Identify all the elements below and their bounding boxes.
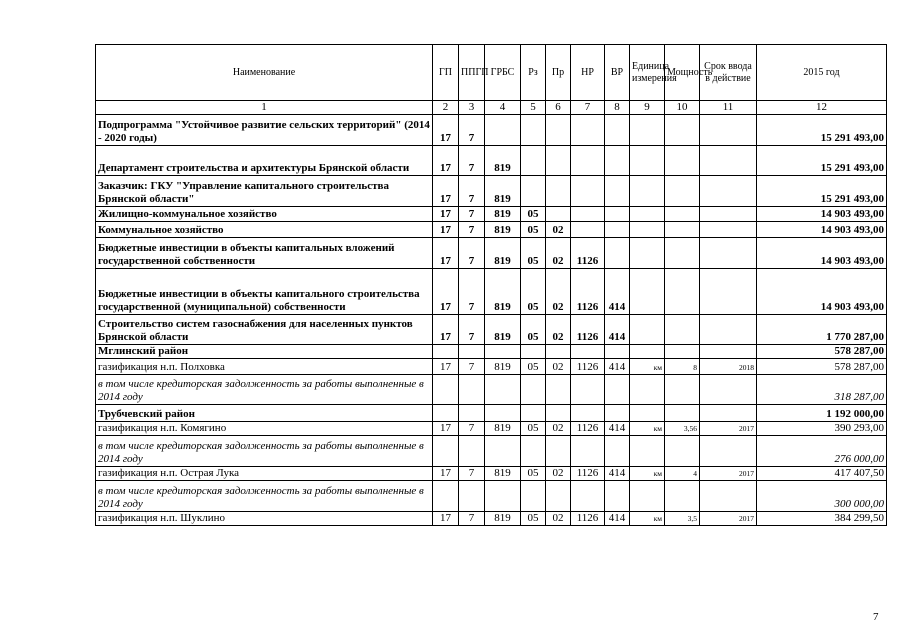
budget-table [95, 44, 887, 526]
row-vr: 414 [605, 269, 630, 315]
col-header-unit: Единица измерения [630, 45, 665, 101]
row-amount-2015: 417 407,50 [757, 467, 887, 481]
col-number: 5 [521, 101, 546, 115]
row-commission-year [700, 375, 757, 405]
row-nr: 1126 [571, 315, 605, 345]
row-amount-2015: 318 287,00 [757, 375, 887, 405]
row-gp: 17 [433, 176, 459, 207]
row-grbs: 819 [485, 315, 521, 345]
table-row [96, 345, 887, 359]
row-power [665, 238, 700, 269]
table-row [96, 115, 887, 146]
col-header-grbs: ГРБС [485, 45, 521, 101]
row-rz [521, 375, 546, 405]
row-rz: 05 [521, 467, 546, 481]
row-rz: 05 [521, 238, 546, 269]
row-pr: 02 [546, 315, 571, 345]
row-ppgp: 7 [459, 315, 485, 345]
col-header-rz: Рз [521, 45, 546, 101]
row-grbs [485, 345, 521, 359]
row-vr [605, 345, 630, 359]
row-grbs: 819 [485, 222, 521, 238]
row-amount-2015: 390 293,00 [757, 422, 887, 436]
row-nr: 1126 [571, 269, 605, 315]
col-number: 1 [96, 101, 433, 115]
table-row [96, 222, 887, 238]
row-unit [630, 146, 665, 176]
row-vr [605, 115, 630, 146]
row-grbs: 819 [485, 269, 521, 315]
row-amount-2015: 578 287,00 [757, 345, 887, 359]
row-grbs: 819 [485, 359, 521, 375]
row-grbs: 819 [485, 467, 521, 481]
row-ppgp [459, 345, 485, 359]
row-vr [605, 436, 630, 467]
row-pr [546, 375, 571, 405]
row-gp: 17 [433, 146, 459, 176]
row-pr: 02 [546, 222, 571, 238]
row-grbs: 819 [485, 512, 521, 526]
row-pr [546, 176, 571, 207]
row-commission-year [700, 345, 757, 359]
col-number: 8 [605, 101, 630, 115]
col-header-name: Наименование [96, 45, 433, 101]
row-nr [571, 222, 605, 238]
row-vr [605, 207, 630, 222]
row-power [665, 207, 700, 222]
row-unit [630, 269, 665, 315]
row-vr [605, 222, 630, 238]
row-commission-year: 2017 [700, 422, 757, 436]
row-commission-year [700, 238, 757, 269]
row-vr: 414 [605, 315, 630, 345]
row-pr: 02 [546, 467, 571, 481]
col-number: 3 [459, 101, 485, 115]
row-pr: 02 [546, 269, 571, 315]
row-nr [571, 375, 605, 405]
table-row [96, 146, 887, 176]
row-gp: 17 [433, 238, 459, 269]
row-unit: км [630, 467, 665, 481]
row-grbs: 819 [485, 176, 521, 207]
row-unit [630, 405, 665, 422]
row-grbs [485, 115, 521, 146]
row-power [665, 269, 700, 315]
row-pr [546, 481, 571, 512]
row-unit: км [630, 359, 665, 375]
col-number: 12 [757, 101, 887, 115]
row-name: газификация н.п. Комягино [96, 422, 433, 436]
row-nr [571, 146, 605, 176]
row-gp: 17 [433, 467, 459, 481]
row-ppgp: 7 [459, 115, 485, 146]
row-grbs: 819 [485, 238, 521, 269]
row-unit [630, 238, 665, 269]
row-rz: 05 [521, 269, 546, 315]
row-amount-2015: 14 903 493,00 [757, 207, 887, 222]
row-commission-year [700, 481, 757, 512]
row-pr: 02 [546, 422, 571, 436]
row-power [665, 115, 700, 146]
row-amount-2015: 14 903 493,00 [757, 269, 887, 315]
row-vr [605, 375, 630, 405]
row-vr [605, 146, 630, 176]
row-unit [630, 176, 665, 207]
row-nr [571, 481, 605, 512]
row-ppgp: 7 [459, 269, 485, 315]
row-rz: 05 [521, 359, 546, 375]
row-power [665, 436, 700, 467]
row-vr [605, 405, 630, 422]
row-gp [433, 481, 459, 512]
row-unit: км [630, 422, 665, 436]
row-rz [521, 405, 546, 422]
row-pr [546, 115, 571, 146]
row-gp [433, 405, 459, 422]
row-amount-2015: 578 287,00 [757, 359, 887, 375]
row-name: в том числе кредиторская задолженность за работы выполненные в 2014 году [96, 481, 433, 512]
row-amount-2015: 14 903 493,00 [757, 222, 887, 238]
row-grbs [485, 481, 521, 512]
row-name: Бюджетные инвестиции в объекты капитального строительства государственной (муниципальной) собственности [96, 269, 433, 315]
row-gp [433, 375, 459, 405]
row-pr: 02 [546, 512, 571, 526]
row-nr [571, 207, 605, 222]
row-gp: 17 [433, 422, 459, 436]
col-header-vr: ВР [605, 45, 630, 101]
col-header-gp: ГП [433, 45, 459, 101]
row-grbs [485, 436, 521, 467]
row-power: 3,5 [665, 512, 700, 526]
row-rz [521, 115, 546, 146]
row-rz [521, 146, 546, 176]
row-gp [433, 345, 459, 359]
row-nr [571, 405, 605, 422]
row-vr [605, 238, 630, 269]
row-power [665, 345, 700, 359]
row-rz [521, 436, 546, 467]
row-name: Жилищно-коммунальное хозяйство [96, 207, 433, 222]
row-rz [521, 345, 546, 359]
page-number: 7 [873, 611, 879, 623]
row-name: Подпрограмма "Устойчивое развитие сельских территорий" (2014 - 2020 годы) [96, 115, 433, 146]
col-header-power: Мощность [665, 45, 700, 101]
row-nr: 1126 [571, 467, 605, 481]
row-ppgp [459, 405, 485, 422]
table-row [96, 315, 887, 345]
table-row [96, 238, 887, 269]
row-power: 4 [665, 467, 700, 481]
row-unit [630, 207, 665, 222]
row-vr: 414 [605, 422, 630, 436]
row-rz: 05 [521, 207, 546, 222]
row-commission-year: 2017 [700, 467, 757, 481]
col-header-commission-date: Срок ввода в действие [700, 45, 757, 101]
row-grbs [485, 405, 521, 422]
row-vr: 414 [605, 512, 630, 526]
row-pr: 02 [546, 359, 571, 375]
table-row [96, 405, 887, 422]
row-ppgp: 7 [459, 422, 485, 436]
row-gp [433, 436, 459, 467]
row-gp: 17 [433, 315, 459, 345]
row-name: газификация н.п. Полховка [96, 359, 433, 375]
row-name: в том числе кредиторская задолженность за работы выполненные в 2014 году [96, 436, 433, 467]
row-grbs: 819 [485, 146, 521, 176]
row-rz [521, 176, 546, 207]
row-rz: 05 [521, 222, 546, 238]
row-nr: 1126 [571, 422, 605, 436]
row-ppgp: 7 [459, 176, 485, 207]
row-power [665, 146, 700, 176]
row-name: Трубчевский район [96, 405, 433, 422]
row-nr [571, 345, 605, 359]
col-header-2015: 2015 год [757, 45, 887, 101]
table-row [96, 375, 887, 405]
row-commission-year [700, 315, 757, 345]
row-name: Бюджетные инвестиции в объекты капитальных вложений государственной собственности [96, 238, 433, 269]
row-name: Департамент строительства и архитектуры Брянской области [96, 146, 433, 176]
row-grbs: 819 [485, 422, 521, 436]
row-amount-2015: 1 192 000,00 [757, 405, 887, 422]
row-commission-year [700, 269, 757, 315]
row-pr [546, 405, 571, 422]
table-row [96, 359, 887, 375]
row-name: Строительство систем газоснабжения для населенных пунктов Брянской области [96, 315, 433, 345]
row-ppgp: 7 [459, 146, 485, 176]
row-gp: 17 [433, 115, 459, 146]
row-amount-2015: 15 291 493,00 [757, 146, 887, 176]
col-number: 9 [630, 101, 665, 115]
row-power [665, 405, 700, 422]
row-name: газификация н.п. Острая Лука [96, 467, 433, 481]
row-commission-year [700, 405, 757, 422]
row-amount-2015: 14 903 493,00 [757, 238, 887, 269]
row-name: Мглинский район [96, 345, 433, 359]
table-row [96, 269, 887, 315]
row-amount-2015: 1 770 287,00 [757, 315, 887, 345]
row-ppgp: 7 [459, 238, 485, 269]
row-ppgp [459, 481, 485, 512]
row-gp: 17 [433, 207, 459, 222]
row-gp: 17 [433, 359, 459, 375]
row-gp: 17 [433, 269, 459, 315]
row-name: в том числе кредиторская задолженность за работы выполненные в 2014 году [96, 375, 433, 405]
row-unit: км [630, 512, 665, 526]
row-rz: 05 [521, 315, 546, 345]
row-commission-year [700, 146, 757, 176]
row-pr [546, 146, 571, 176]
row-amount-2015: 15 291 493,00 [757, 176, 887, 207]
row-commission-year [700, 115, 757, 146]
row-grbs: 819 [485, 207, 521, 222]
row-unit [630, 222, 665, 238]
row-amount-2015: 276 000,00 [757, 436, 887, 467]
col-number: 6 [546, 101, 571, 115]
row-ppgp [459, 375, 485, 405]
row-pr: 02 [546, 238, 571, 269]
row-rz [521, 481, 546, 512]
row-vr [605, 176, 630, 207]
row-name: газификация н.п. Шуклино [96, 512, 433, 526]
row-nr: 1126 [571, 238, 605, 269]
row-nr [571, 115, 605, 146]
row-ppgp: 7 [459, 359, 485, 375]
row-unit [630, 345, 665, 359]
col-number: 10 [665, 101, 700, 115]
table-row [96, 467, 887, 481]
row-gp: 17 [433, 222, 459, 238]
row-power [665, 222, 700, 238]
row-power: 3,56 [665, 422, 700, 436]
table-body [96, 115, 887, 526]
row-nr [571, 436, 605, 467]
row-commission-year [700, 207, 757, 222]
col-number: 7 [571, 101, 605, 115]
row-power [665, 315, 700, 345]
row-amount-2015: 384 299,50 [757, 512, 887, 526]
row-commission-year: 2017 [700, 512, 757, 526]
row-vr: 414 [605, 359, 630, 375]
row-power [665, 375, 700, 405]
row-commission-year: 2018 [700, 359, 757, 375]
row-power: 8 [665, 359, 700, 375]
row-commission-year [700, 436, 757, 467]
row-rz: 05 [521, 512, 546, 526]
col-number: 2 [433, 101, 459, 115]
row-ppgp: 7 [459, 207, 485, 222]
row-nr: 1126 [571, 512, 605, 526]
row-vr [605, 481, 630, 512]
col-header-nr: НР [571, 45, 605, 101]
row-grbs [485, 375, 521, 405]
header-numbers-row [96, 101, 887, 115]
row-nr: 1126 [571, 359, 605, 375]
row-pr [546, 207, 571, 222]
row-unit [630, 481, 665, 512]
row-vr: 414 [605, 467, 630, 481]
row-name: Коммунальное хозяйство [96, 222, 433, 238]
table-row [96, 436, 887, 467]
row-amount-2015: 300 000,00 [757, 481, 887, 512]
row-pr [546, 436, 571, 467]
row-amount-2015: 15 291 493,00 [757, 115, 887, 146]
col-header-pr: Пр [546, 45, 571, 101]
table-row [96, 422, 887, 436]
row-ppgp [459, 436, 485, 467]
table-row [96, 176, 887, 207]
row-unit [630, 436, 665, 467]
row-ppgp: 7 [459, 467, 485, 481]
row-power [665, 176, 700, 207]
row-ppgp: 7 [459, 512, 485, 526]
table-row [96, 481, 887, 512]
row-unit [630, 315, 665, 345]
row-commission-year [700, 176, 757, 207]
row-unit [630, 115, 665, 146]
row-rz: 05 [521, 422, 546, 436]
row-commission-year [700, 222, 757, 238]
row-ppgp: 7 [459, 222, 485, 238]
col-number: 11 [700, 101, 757, 115]
table-row [96, 512, 887, 526]
col-header-ppgp: ППГП [459, 45, 485, 101]
row-nr [571, 176, 605, 207]
row-pr [546, 345, 571, 359]
row-power [665, 481, 700, 512]
header-row [96, 45, 887, 101]
col-number: 4 [485, 101, 521, 115]
row-gp: 17 [433, 512, 459, 526]
row-name: Заказчик: ГКУ "Управление капитального строительства Брянской области" [96, 176, 433, 207]
row-unit [630, 375, 665, 405]
table-row [96, 207, 887, 222]
